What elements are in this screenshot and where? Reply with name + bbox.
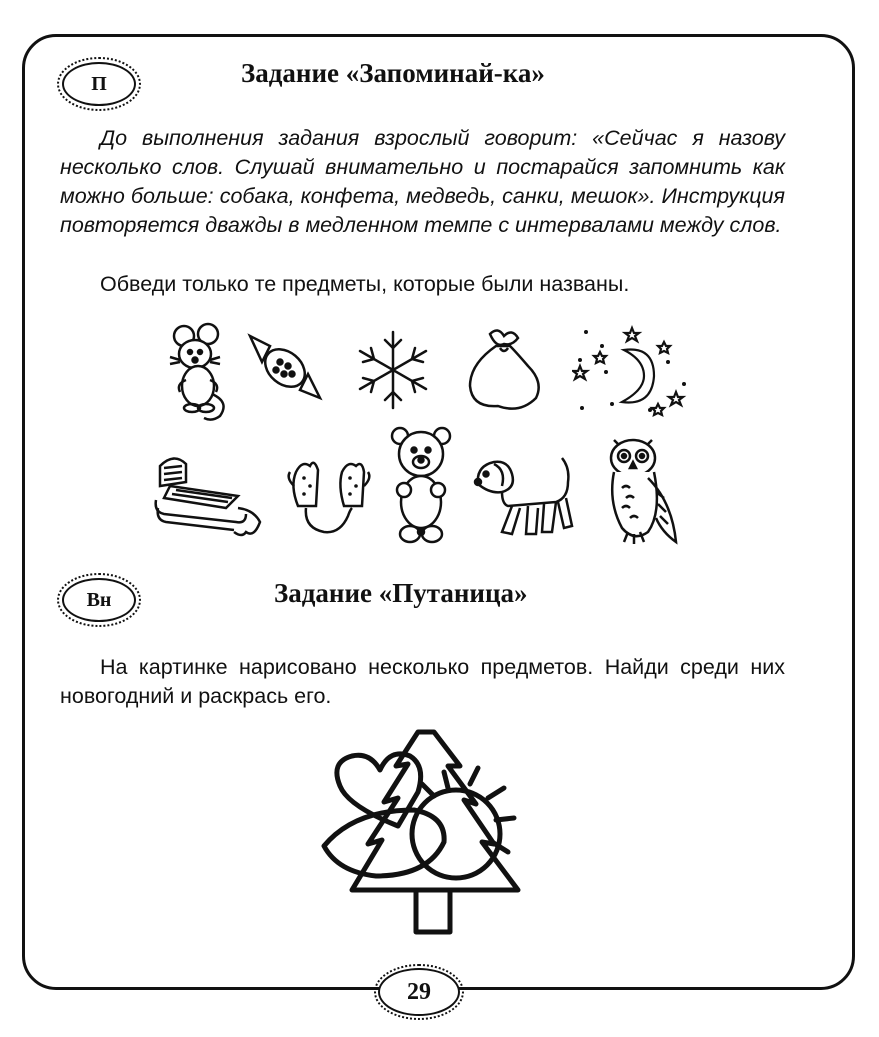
task2-task: На картинке нарисовано несколько предметов. Найди среди них новогодний и раскрась его. xyxy=(60,655,785,708)
owl-picture[interactable] xyxy=(602,432,682,550)
task1-badge: П xyxy=(62,62,136,106)
task1-task: Обведи только те предметы, которые были названы. xyxy=(100,272,630,296)
task1-title: Задание «Запоминай-ка» xyxy=(241,58,545,88)
candy-picture[interactable] xyxy=(246,332,324,404)
snowflake-picture[interactable] xyxy=(356,328,430,412)
task2-badge: Вн xyxy=(62,578,136,622)
task1-instruction: До выполнения задания взрослый говорит: «Сейчас я назову несколько слов. Слушай внимательно и постарайся запомнить как можно больше: собака, конфета, медведь, санки, мешок». Инструкция повторяется дважды в медленном темпе с интервалами между слов. xyxy=(60,126,785,237)
bear-picture[interactable] xyxy=(390,424,452,550)
mouse-picture[interactable] xyxy=(168,322,234,422)
task2-title: Задание «Путаница» xyxy=(274,578,528,608)
puzzle-overlap-picture[interactable] xyxy=(318,726,534,942)
sack-picture[interactable] xyxy=(460,324,546,416)
sled-picture[interactable] xyxy=(150,452,268,546)
dog-picture[interactable] xyxy=(472,452,578,542)
moon-stars-picture[interactable] xyxy=(572,324,692,420)
page-number: 29 xyxy=(378,968,460,1016)
mittens-picture[interactable] xyxy=(284,456,374,542)
